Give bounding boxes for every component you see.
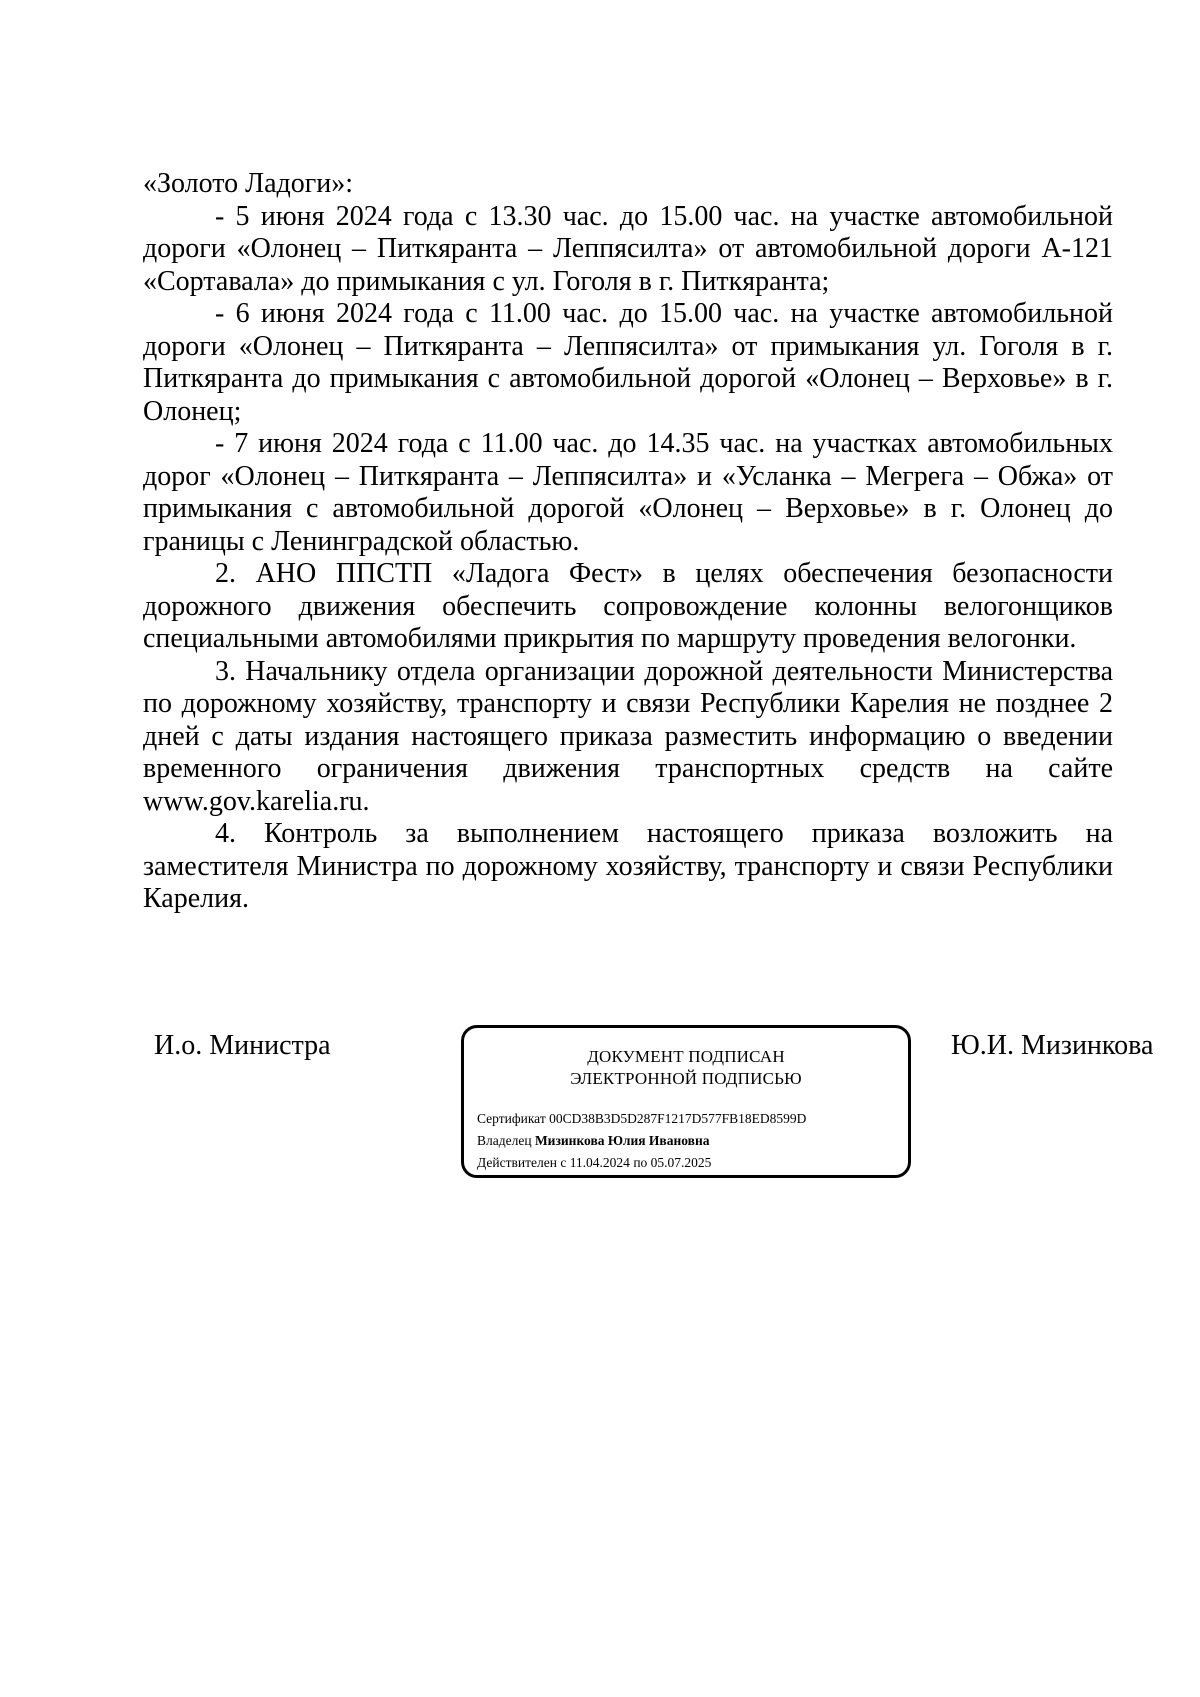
- stamp-owner-row: [477, 1130, 806, 1152]
- stamp-certificate-row: [477, 1108, 806, 1130]
- stamp-valid-label: Действителен: [477, 1155, 557, 1170]
- document-body: [143, 168, 1113, 916]
- stamp-title: [464, 1046, 908, 1090]
- stamp-title-line-1: ДОКУМЕНТ ПОДПИСАН: [587, 1047, 785, 1066]
- paragraph-intro: «Золото Ладоги»:: [143, 168, 354, 199]
- stamp-valid-from: 11.04.2024: [569, 1155, 630, 1170]
- stamp-certificate-value: 00CD38B3D5D287F1217D577FB18ED8599D: [549, 1111, 807, 1126]
- stamp-valid-from-label: с: [560, 1155, 567, 1170]
- paragraph-june-6: - 6 июня 2024 года с 11.00 час. до 15.00 час. на участке автомобильной дороги «Олонец – Питкяранта – Леппясилта» от примыкания ул. Гоголя в г. Питкяранта до примыкания с автомобильной дорогой «Олонец – Верховье» в г. Олонец;: [143, 298, 1113, 427]
- stamp-certificate-label: Сертификат: [477, 1111, 546, 1126]
- stamp-title-line-2: ЭЛЕКТРОННОЙ ПОДПИСЬЮ: [570, 1069, 802, 1088]
- paragraph-june-5: - 5 июня 2024 года с 13.30 час. до 15.00 час. на участке автомобильной дороги «Олонец – Питкяранта – Леппясилта» от автомобильной дороги А-121 «Сортавала» до примыкания с ул. Гоголя в г. Питкяранта;: [143, 200, 1113, 297]
- stamp-validity-row: [477, 1152, 806, 1174]
- paragraph-item-3: 3. Начальнику отдела организации дорожной деятельности Министерства по дорожному хозяйству, транспорту и связи Республики Карелия не позднее 2 дней с даты издания настоящего приказа разместить информацию о введении временного ограничения движения транспортных средств на сайте www.gov.karelia.ru.: [143, 655, 1113, 817]
- paragraph-item-4: 4. Контроль за выполнением настоящего приказа возложить на заместителя Министра по дорожному хозяйству, транспорту и связи Республики Карелия.: [143, 818, 1113, 914]
- stamp-owner-value: Мизинкова Юлия Ивановна: [534, 1133, 710, 1148]
- stamp-details: [477, 1108, 806, 1174]
- stamp-valid-to: 05.07.2025: [650, 1155, 712, 1170]
- stamp-valid-to-label: по: [633, 1155, 648, 1170]
- signatory-name: Ю.И. Мизинкова: [951, 1030, 1154, 1061]
- paragraph-june-7: - 7 июня 2024 года с 11.00 час. до 14.35 час. на участках автомобильных дорог «Олонец – Питкяранта – Леппясилта» и «Усланка – Мегрега – Обжа» от примыкания с автомобильной дорогой «Олонец – Верховье» в г. Олонец до границы с Ленинградской областью.: [143, 428, 1113, 557]
- signatory-position: И.о. Министра: [154, 1030, 331, 1061]
- stamp-owner-label: Владелец: [477, 1133, 532, 1148]
- paragraph-item-2: 2. АНО ППСТП «Ладога Фест» в целях обеспечения безопасности дорожного движения обеспечить сопровождение колонны велогонщиков специальными автомобилями прикрытия по маршруту проведения велогонки.: [143, 558, 1113, 654]
- electronic-signature-stamp: [461, 1025, 911, 1178]
